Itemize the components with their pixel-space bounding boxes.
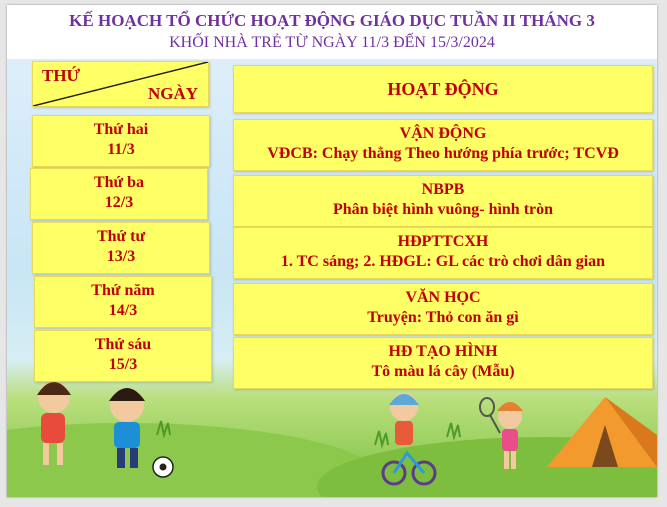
day-cell-friday — [34, 330, 212, 382]
activity-subject: NBPB — [421, 181, 465, 198]
slide-subtitle: KHỐI NHÀ TRẺ TỪ NGÀY 11/3 ĐẾN 15/3/2024 — [169, 34, 495, 51]
activity-subject: HĐPTTCXH — [397, 233, 489, 250]
day-date: 11/3 — [107, 141, 135, 158]
activity-cell-4 — [233, 283, 653, 335]
slide-title: KẾ HOẠCH TỔ CHỨC HOẠT ĐỘNG GIÁO DỤC TUẦN II THÁNG 3 — [69, 11, 595, 30]
day-name: Thứ ba — [93, 174, 145, 191]
day-header-label: THỨ — [42, 66, 81, 85]
day-date: 14/3 — [108, 302, 138, 319]
date-header-label: NGÀY — [147, 84, 198, 103]
activity-subject: VĂN HỌC — [405, 289, 481, 306]
activity-detail: VĐCB: Chạy thẳng Theo hướng phía trước; TCVĐ — [267, 145, 619, 162]
soccer-ball-icon — [153, 457, 173, 477]
activity-subject: HĐ TẠO HÌNH — [388, 343, 498, 360]
day-date: 15/3 — [108, 356, 138, 373]
activity-detail: Tô màu lá cây (Mẫu) — [371, 363, 515, 380]
day-name: Thứ tư — [96, 228, 146, 245]
day-name: Thứ hai — [93, 121, 149, 138]
day-date: 12/3 — [104, 194, 134, 211]
activity-cell-2 — [233, 175, 653, 227]
day-cell-thursday — [34, 276, 212, 328]
activity-cell-1 — [233, 119, 653, 171]
day-name: Thứ sáu — [94, 336, 152, 353]
activity-subject: VẬN ĐỘNG — [399, 125, 487, 142]
day-cell-tuesday — [30, 168, 208, 220]
day-date-header — [32, 61, 209, 107]
activity-detail: Phân biệt hình vuông- hình tròn — [332, 201, 554, 218]
activity-detail: 1. TC sáng; 2. HĐGL: GL các trò chơi dân gian — [280, 253, 606, 270]
day-date: 13/3 — [106, 248, 136, 265]
activity-cell-3 — [233, 227, 653, 279]
slide — [7, 5, 657, 497]
day-name: Thứ năm — [91, 282, 155, 299]
tent-icon — [547, 397, 657, 467]
day-cell-monday — [32, 115, 210, 167]
day-cell-wednesday — [32, 222, 210, 274]
activity-header: HOẠT ĐỘNG — [233, 65, 653, 113]
activity-detail: Truyện: Thỏ con ăn gì — [367, 309, 519, 326]
activity-cell-5 — [233, 337, 653, 389]
